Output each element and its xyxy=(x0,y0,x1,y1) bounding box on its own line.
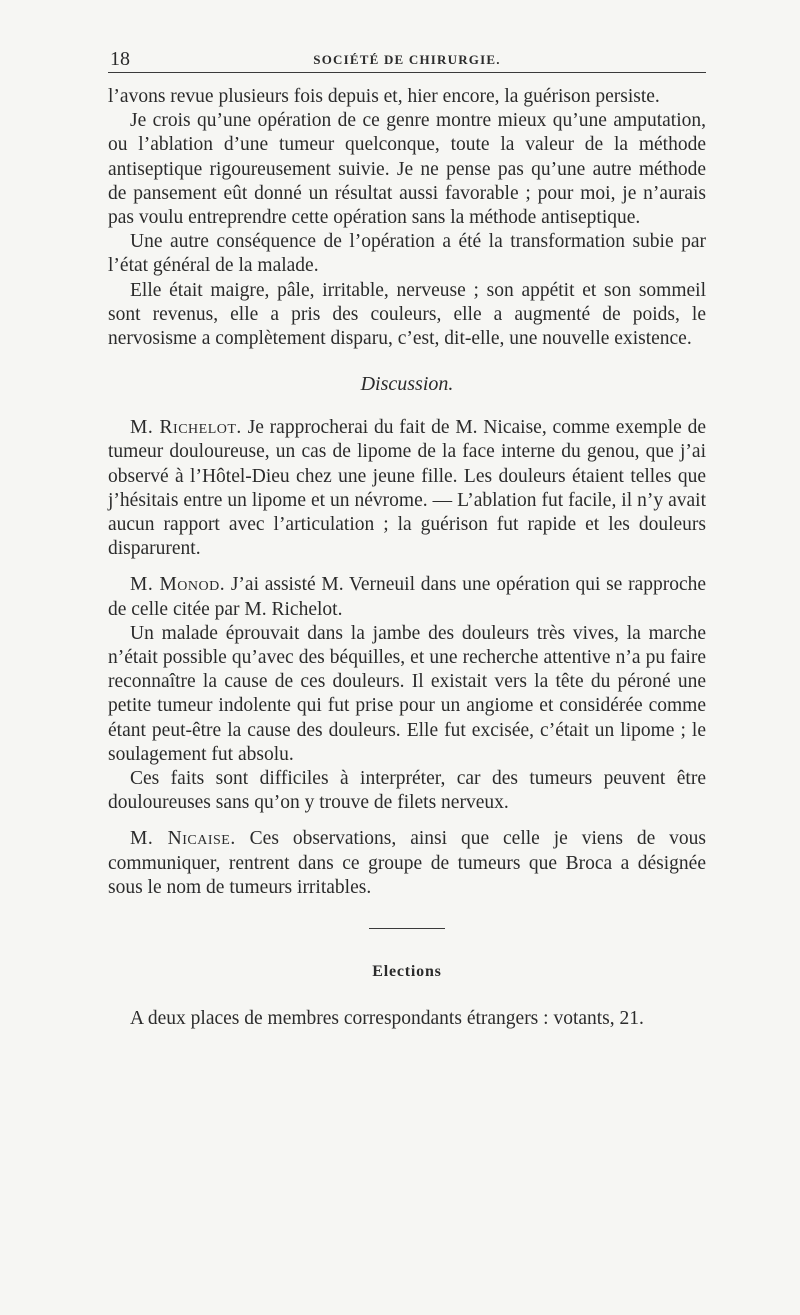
remark-richelot-text: Je rapprocherai du fait de M. Nicaise, comme exemple de tumeur douloureuse, un cas de lipome de la face interne du genou, que j’ai observé à l’Hôtel-Dieu chez une jeune fille. Les douleurs étaient telles que j’hésitais entre un lipome et un névrome. — L’ablation fut facile, il n’y avait aucun rapport avec l’articulation ; la guérison fut rapide et les douleurs disparurent. xyxy=(108,417,706,560)
paragraph-antiseptic-method: Je crois qu’une opération de ce genre montre mieux qu’une amputation, ou l’ablation d’une tumeur quelconque, toute la valeur de la méthode antiseptique rigoureusement suivie. Je ne pense pas qu’une autre méthode de pansement eût donné un résultat aussi favorable ; pour moi, je n’aurais pas voulu entreprendre cette opération sans la méthode antiseptique. xyxy=(108,110,706,229)
paragraph-consequence: Une autre conséquence de l’opération a été la transformation subie par l’état général de la malade. xyxy=(108,231,706,277)
remark-monod-conclusion: Ces faits sont difficiles à interpréter, car des tumeurs peuvent être douloureuses sans qu’on y trouve de filets nerveux. xyxy=(108,768,706,814)
remark-nicaise xyxy=(108,827,706,900)
remark-monod-case: Un malade éprouvait dans la jambe des douleurs très vives, la marche n’était possible qu’avec des béquilles, et une recherche attentive n’a pu faire reconnaître la cause de ces douleurs. Il existait vers la tête du péroné une petite tumeur indolente qui fut prise pour un angiome et considérée comme étant peut-être la cause des douleurs. Elle fut excisée, c’était un lipome ; le soulagement fut absolu. xyxy=(108,622,706,765)
section-divider xyxy=(369,928,445,929)
remark-monod-text: J’ai assisté M. Verneuil dans une opération qui se rapproche de celle citée par M. Richelot. xyxy=(108,574,707,620)
speaker-richelot: M. Richelot. xyxy=(130,417,242,439)
remark-nicaise-text: Ces observations, ainsi que celle je viens de vous communiquer, rentrent dans ce groupe de tumeurs que Broca a désignée sous le nom de tumeurs irritables. xyxy=(108,828,707,898)
speaker-nicaise: M. Nicaise. xyxy=(130,828,236,850)
running-header xyxy=(108,44,706,72)
section-title-elections: Elections xyxy=(372,963,442,981)
speaker-monod: M. Monod. xyxy=(130,574,226,596)
paragraph-gap xyxy=(108,815,706,827)
remark-richelot xyxy=(108,416,706,561)
header-rule xyxy=(108,72,706,73)
page-number: 18 xyxy=(110,48,130,70)
paragraph-gap xyxy=(108,561,706,573)
section-title-discussion: Discussion. xyxy=(360,373,454,396)
journal-title: SOCIÉTÉ DE CHIRURGIE. xyxy=(313,52,501,67)
paragraph-continuation: l’avons revue plusieurs fois depuis et, hier encore, la guérison persiste. xyxy=(108,86,660,107)
remark-monod xyxy=(108,573,706,621)
paragraph-general-state: Elle était maigre, pâle, irritable, nerveuse ; son appétit et son sommeil sont revenus, elle a pris des couleurs, elle a augmenté de poids, le nervosisme a complètement disparu, c’est, dit-elle, une nouvelle existence. xyxy=(108,279,706,350)
document-page xyxy=(108,44,706,1031)
paragraph-elections: A deux places de membres correspondants étrangers : votants, 21. xyxy=(130,1008,644,1030)
